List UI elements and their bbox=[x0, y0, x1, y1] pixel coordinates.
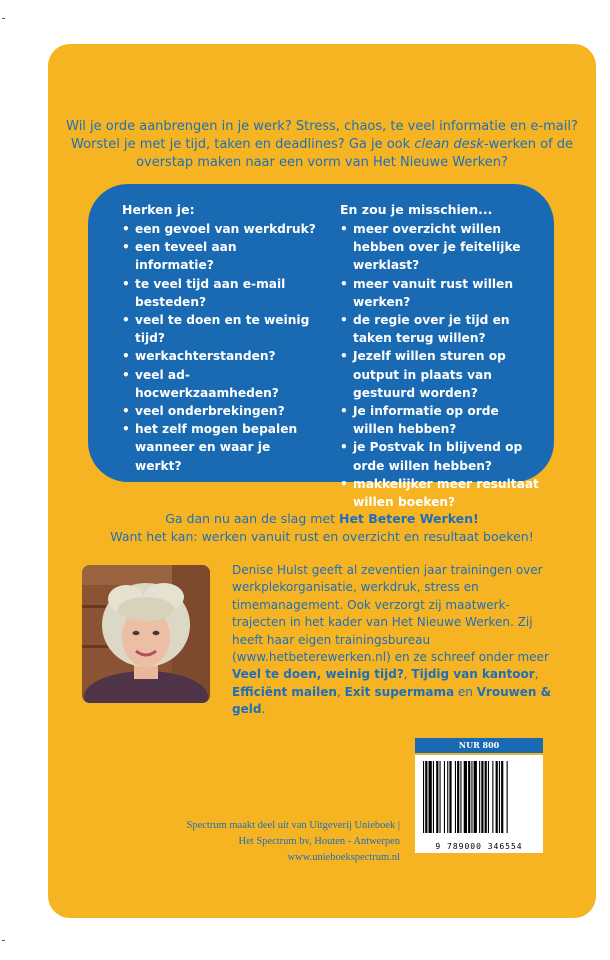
barcode-bar bbox=[468, 761, 470, 833]
author-photo bbox=[82, 565, 210, 703]
crop-mark bbox=[2, 940, 5, 941]
herken-item: • te veel tijd aan e-mail besteden? bbox=[122, 275, 318, 311]
barcode-bar bbox=[449, 761, 451, 833]
misschien-item: • je Postvak In blijvend op orde willen hebben? bbox=[340, 438, 540, 474]
misschien-list bbox=[340, 220, 540, 511]
misschien-item: • meer vanuit rust willen werken? bbox=[340, 275, 540, 311]
publisher-line-2: Het Spectrum bv, Houten - Antwerpen bbox=[238, 836, 400, 847]
book-title: Vrouwen & geld bbox=[232, 684, 552, 717]
bio-separator: , bbox=[336, 684, 345, 699]
barcode-bar bbox=[429, 761, 432, 833]
barcode-bar bbox=[464, 761, 467, 833]
barcode-bar bbox=[499, 761, 500, 833]
book-title: Efficiënt mailen bbox=[232, 684, 337, 699]
barcode-bar bbox=[507, 761, 508, 833]
misschien-item: • Jezelf willen sturen op output in plaats van gestuurd worden? bbox=[340, 347, 540, 402]
misschien-heading: En zou je misschien... bbox=[340, 202, 493, 217]
barcode-bar bbox=[457, 761, 459, 833]
barcode-bar bbox=[433, 761, 434, 833]
herken-column bbox=[122, 202, 318, 475]
author-portrait-illustration bbox=[82, 565, 210, 703]
crop-mark bbox=[2, 18, 5, 19]
herken-item: • een teveel aan informatie? bbox=[122, 238, 318, 274]
book-title: Exit supermama bbox=[344, 684, 455, 699]
herken-list bbox=[122, 220, 318, 475]
barcode-bar bbox=[460, 761, 461, 833]
book-title: Veel te doen, weinig tijd? bbox=[232, 667, 404, 682]
misschien-column bbox=[340, 202, 540, 511]
author-bio bbox=[232, 562, 562, 719]
book-title: Tijdig van kantoor bbox=[411, 667, 535, 682]
isbn-number: 9 789000 346554 bbox=[435, 842, 523, 851]
herken-item: • het zelf mogen bepalen wanneer en waar je werkt? bbox=[122, 420, 318, 475]
bio-separator: en bbox=[454, 684, 477, 699]
call-line-1-prefix: Ga dan nu aan de slag met bbox=[165, 511, 339, 526]
call-line-1-bold: Het Betere Werken! bbox=[338, 511, 479, 526]
intro-part-1: Wil je orde aanbrengen in je werk? Stress, chaos, te veel informatie en e-mail? Worstel je met je tijd, taken en deadlines? Ga je ook bbox=[66, 119, 578, 152]
publisher-url: www.unieboekspectrum.nl bbox=[287, 852, 400, 863]
barcode-bar bbox=[455, 761, 456, 833]
barcode-bar bbox=[440, 761, 441, 833]
barcode-bar bbox=[479, 761, 480, 833]
barcode-bar bbox=[425, 761, 427, 833]
barcode-bar bbox=[436, 761, 438, 833]
question-box bbox=[88, 184, 554, 510]
barcode-bar bbox=[485, 761, 487, 833]
misschien-item: • de regie over je tijd en taken terug willen? bbox=[340, 311, 540, 347]
misschien-item: • makkelijker meer resultaat willen boeken? bbox=[340, 475, 540, 511]
nur-code: NUR 800 bbox=[415, 738, 543, 753]
barcode-bar bbox=[471, 761, 472, 833]
publisher-line-1: Spectrum maakt deel uit van Uitgeverij Unieboek | bbox=[186, 820, 400, 831]
herken-item: • een gevoel van werkdruk? bbox=[122, 220, 318, 238]
herken-heading: Herken je: bbox=[122, 202, 195, 217]
barcode-bar bbox=[481, 761, 483, 833]
intro-emphasis: clean desk bbox=[414, 137, 484, 152]
call-to-action bbox=[62, 510, 582, 546]
herken-item: • werkachterstanden? bbox=[122, 347, 318, 365]
herken-item: • veel te doen en te weinig tijd? bbox=[122, 311, 318, 347]
intro-part-2: -werken of de overstap maken naar een vorm van Het Nieuwe Werken? bbox=[136, 137, 573, 170]
isbn-barcode bbox=[415, 755, 543, 853]
barcode-bar bbox=[447, 761, 448, 833]
publisher-info bbox=[118, 818, 400, 866]
bio-separator: , bbox=[403, 667, 412, 682]
barcode-bar bbox=[496, 761, 498, 833]
bio-end: . bbox=[261, 702, 266, 717]
bio-separator: , bbox=[534, 667, 539, 682]
barcode-bar bbox=[488, 761, 489, 833]
barcode-bar bbox=[444, 761, 445, 833]
intro-text bbox=[62, 118, 582, 172]
call-line-2: Want het kan: werken vanuit rust en overzicht en resultaat boeken! bbox=[110, 529, 534, 544]
bio-text: Denise Hulst geeft al zeventien jaar trainingen over werkplekorganisatie, werkdruk, stress en timemanagement. Ook verzorgt zij maatwerk-trajecten in het kader van Het Nieuwe Werken. Zij heeft haar eigen trainingsbureau (www.hetbeterewerken.nl) en ze schreef onder meer bbox=[232, 563, 549, 665]
barcode-bar bbox=[501, 761, 503, 833]
herken-item: • veel onderbrekingen? bbox=[122, 402, 318, 420]
misschien-item: • meer overzicht willen hebben over je feitelijke werklast? bbox=[340, 220, 540, 275]
barcode-bar bbox=[423, 761, 424, 833]
misschien-item: • Je informatie op orde willen hebben? bbox=[340, 402, 540, 438]
barcode-bars bbox=[415, 755, 543, 841]
barcode-bar bbox=[492, 761, 493, 833]
herken-item: • veel ad-hocwerkzaamheden? bbox=[122, 366, 318, 402]
barcode-bar bbox=[474, 761, 477, 833]
